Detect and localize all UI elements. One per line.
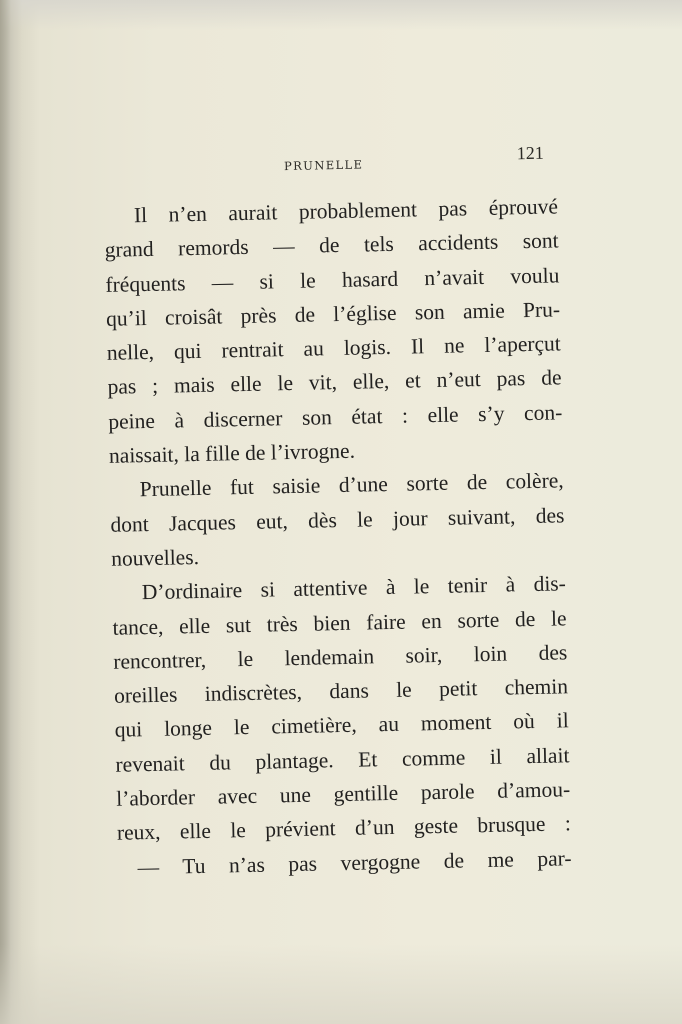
text-line: nelle, qui rentrait au logis. Il ne l’aperçut — [106, 331, 562, 366]
text-line: dont Jacques eut, dès le jour suivant, des — [110, 502, 565, 537]
text-line: nouvelles. — [110, 544, 200, 571]
page-number: 121 — [516, 142, 544, 164]
text-line: Il n’en aurait probablement pas éprouvé — [133, 194, 559, 228]
text-line: l’aborder avec une gentille parole d’amou- — [115, 777, 571, 811]
running-title: PRUNELLE — [283, 157, 364, 174]
text-line: qu’il croisât près de l’église son amie Pru- — [105, 297, 561, 331]
text-line: oreilles indiscrètes, dans le petit chemin — [113, 674, 569, 708]
body-text — [104, 189, 572, 884]
text-line: grand remords — de tels accidents sont — [104, 228, 559, 263]
text-line: pas ; mais elle le vit, elle, et n’eut pas de — [107, 365, 562, 400]
text-line: reux, elle le prévient d’un geste brusque : — [116, 811, 572, 846]
text-line: naissait, la fille de l’ivrogne. — [108, 438, 356, 468]
text-line: tance, elle sut très bien faire en sorte de le — [112, 605, 567, 640]
text-line: — Tu n’as pas vergogne de me par- — [137, 845, 572, 879]
text-line: revenait du plantage. Et comme il allait — [115, 743, 570, 777]
text-line: D’ordinaire si attentive à le tenir à dis- — [141, 571, 567, 605]
text-line: qui longe le cimetière, au moment où il — [114, 708, 569, 743]
text-line: rencontrer, le lendemain soir, loin des — [113, 640, 568, 674]
text-line: peine à discerner son état : elle s’y con- — [108, 400, 563, 434]
text-line: Prunelle fut saisie d’une sorte de colère, — [139, 468, 564, 502]
text-line: fréquents — si le hasard n’avait voulu — [105, 262, 560, 297]
